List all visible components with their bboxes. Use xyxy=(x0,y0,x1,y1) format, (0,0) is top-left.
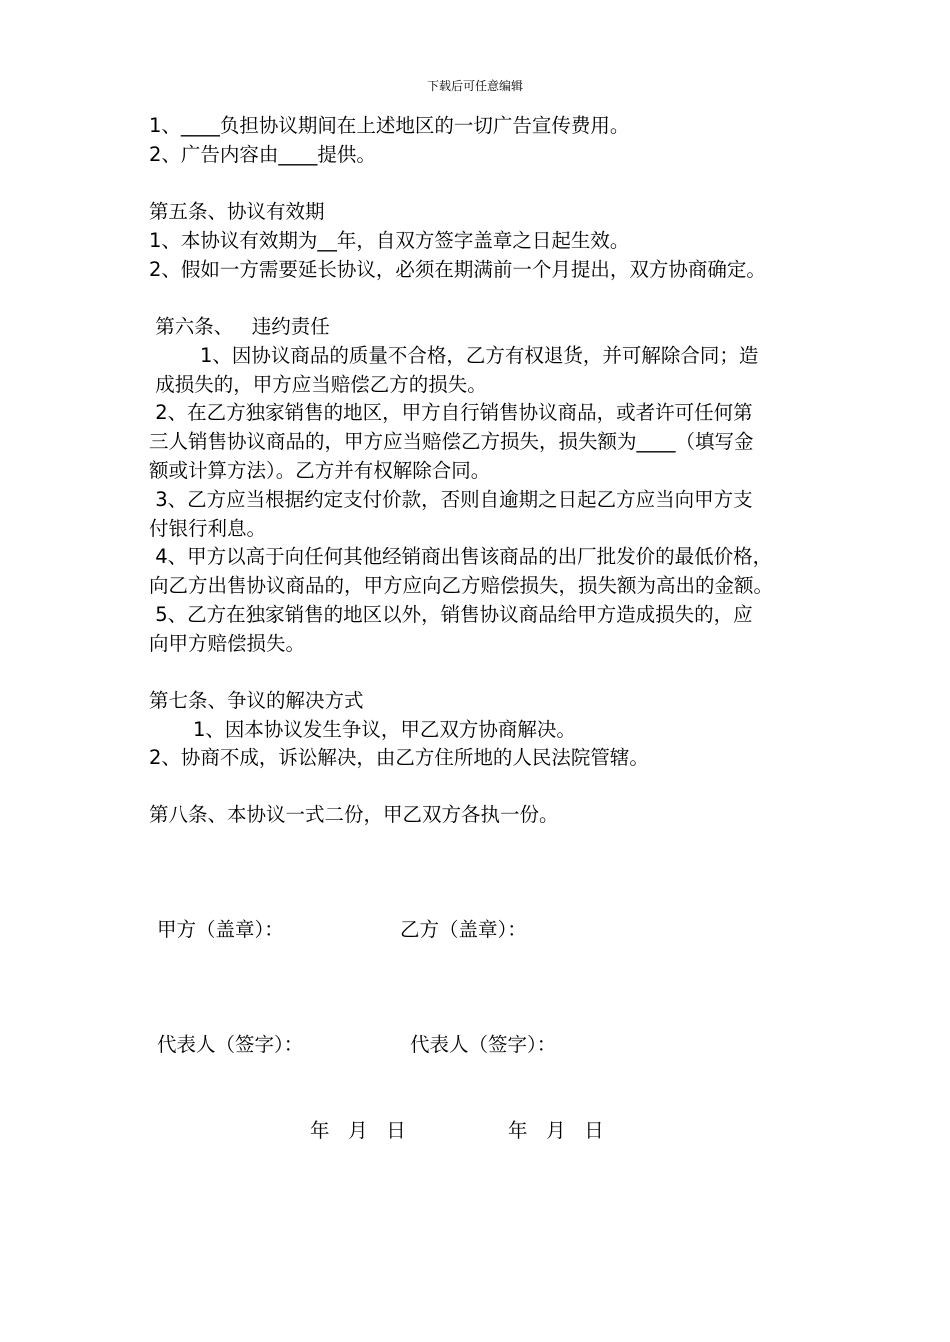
clause-ad-cost: 1、____负担协议期间在上述地区的一切广告宣传费用。 xyxy=(149,114,630,137)
clause-6-4-line-2: 向乙方出售协议商品的，甲方应向乙方赔偿损失，损失额为高出的金额。 xyxy=(149,574,774,597)
party-a-seal-label: 甲方（盖章）： xyxy=(157,918,284,941)
clause-ad-content: 2、广告内容由____提供。 xyxy=(149,143,376,166)
party-b-seal-label: 乙方（盖章）： xyxy=(400,918,527,941)
page-header: 下载后可任意编辑 xyxy=(426,79,523,93)
section-8: 第八条、本协议一式二份，甲乙双方各执一份。 xyxy=(149,803,559,826)
clause-6-1-line-1: 1、因协议商品的质量不合格，乙方有权退货，并可解除合同；造 xyxy=(200,344,759,367)
clause-6-5-line-1: 5、乙方在独家销售的地区以外，销售协议商品给甲方造成损失的，应 xyxy=(149,603,753,626)
section-5-heading: 第五条、协议有效期 xyxy=(149,200,325,223)
clause-7-2: 2、协商不成，诉讼解决，由乙方住所地的人民法院管辖。 xyxy=(149,746,649,769)
clause-6-1-line-2: 成损失的，甲方应当赔偿乙方的损失。 xyxy=(149,373,487,396)
clause-5-1: 1、本协议有效期为__年，自双方签字盖章之日起生效。 xyxy=(149,229,630,252)
clause-6-2-line-1: 2、在乙方独家销售的地区，甲方自行销售协议商品，或者许可任何第 xyxy=(149,401,753,424)
section-7-heading: 第七条、争议的解决方式 xyxy=(149,689,364,712)
clause-6-3-line-1: 3、乙方应当根据约定支付价款，否则自逾期之日起乙方应当向甲方支 xyxy=(149,488,753,511)
party-b-representative-label: 代表人（签字）： xyxy=(410,1033,557,1056)
clause-5-2: 2、假如一方需要延长协议，必须在期满前一个月提出，双方协商确定。 xyxy=(149,258,766,281)
clause-6-3-line-2: 付银行利息。 xyxy=(149,517,267,540)
clause-6-5-line-2: 向甲方赔偿损失。 xyxy=(149,632,306,655)
clause-6-4-line-1: 4、甲方以高于向任何其他经销商出售该商品的出厂批发价的最低价格， xyxy=(149,545,773,568)
party-b-date: 年 月 日 xyxy=(508,1119,604,1142)
section-6-heading: 第六条、 违约责任 xyxy=(149,315,330,338)
party-a-date: 年 月 日 xyxy=(310,1119,406,1142)
clause-7-1: 1、因本协议发生争议，甲乙双方协商解决。 xyxy=(193,718,576,741)
party-a-representative-label: 代表人（签字）： xyxy=(157,1033,304,1056)
clause-6-2-line-3: 额或计算方法）。乙方并有权解除合同。 xyxy=(149,459,491,482)
clause-6-2-line-2: 三人销售协议商品的，甲方应当赔偿乙方损失，损失额为____（填写金 xyxy=(149,430,754,453)
